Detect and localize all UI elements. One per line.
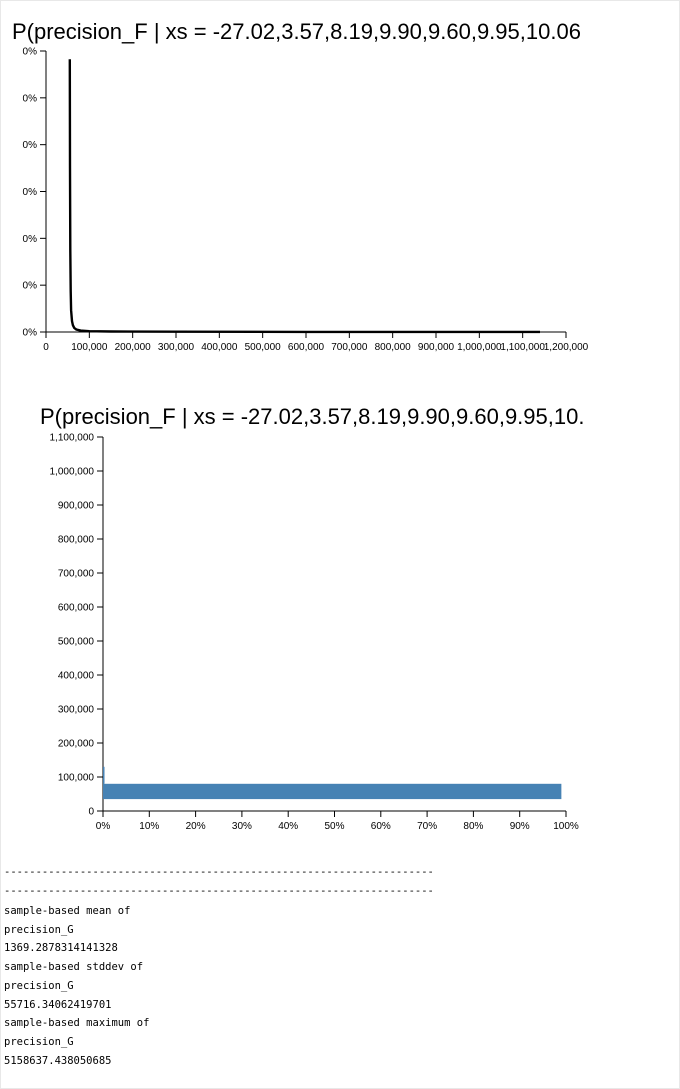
output-line: 55716.34062419701 <box>4 998 112 1011</box>
separator-line-1: -------------------------------------------------------------------- <box>4 866 434 878</box>
output-line: sample-based maximum of <box>4 1017 150 1030</box>
chart2-x-tick-label: 80% <box>463 821 484 832</box>
chart2-y-tick-label: 1,100,000 <box>49 432 94 444</box>
chart2-y-tick-label: 800,000 <box>57 534 94 546</box>
output-line: sample-based mean of <box>4 905 131 917</box>
chart1-x-tick-label: 900,000 <box>417 342 455 353</box>
chart1-y-tick-label: 0% <box>22 327 37 339</box>
chart2-y-tick-label: 400,000 <box>57 670 94 682</box>
chart2-x-tick-label: 30% <box>231 821 252 832</box>
output-line: precision_G <box>4 979 74 992</box>
chart2-y-tick-label: 100,000 <box>57 772 94 784</box>
chart2-bars <box>103 767 561 799</box>
chart1-y-tick-label: 0% <box>22 187 37 198</box>
chart2-x-tick-label: 20% <box>185 821 206 832</box>
chart2-x-tick-label: 40% <box>278 821 299 832</box>
output-line: precision_G <box>4 923 74 936</box>
chart2-y-tick-label: 700,000 <box>57 568 94 580</box>
chart2-x-tick-label: 50% <box>324 821 345 832</box>
chart1-x-tick-label: 1,200,000 <box>543 342 589 353</box>
chart2-y-tick-label: 1,000,000 <box>49 466 94 478</box>
separator-line-2: -------------------------------------------------------------------- <box>4 885 434 897</box>
chart2-y-tick-label: 200,000 <box>57 738 94 750</box>
chart1-x-tick-label: 0 <box>43 342 49 353</box>
chart1-x-tick-label: 100,000 <box>71 342 108 353</box>
histogram-bar <box>103 784 561 799</box>
chart2-x-axis <box>96 811 579 832</box>
chart1-x-axis <box>43 332 588 353</box>
chart1-y-axis <box>23 47 46 339</box>
chart1-title: P(precision_F | xs = -27.02,3.57,8.19,9.90,9.60,9.95,10.06 <box>12 19 581 44</box>
chart1-y-tick-label: 0% <box>22 93 37 105</box>
chart2-x-tick-label: 0% <box>95 821 111 832</box>
chart2-y-tick-label: 0 <box>88 806 94 818</box>
chart2-x-tick-label: 90% <box>509 821 530 832</box>
output-line: precision_G <box>4 1035 74 1048</box>
chart1-x-tick-label: 1,100,000 <box>500 342 545 353</box>
chart1-x-tick-label: 500,000 <box>244 342 281 353</box>
chart1-x-tick-label: 400,000 <box>201 342 238 353</box>
console-output <box>4 902 149 1070</box>
chart1-y-tick-label: 0% <box>22 280 37 292</box>
chart1-x-tick-label: 200,000 <box>114 342 151 353</box>
chart2-y-axis <box>50 433 104 818</box>
chart2-x-tick-label: 10% <box>139 821 160 832</box>
chart2-y-tick-label: 600,000 <box>57 602 94 614</box>
chart2-x-tick-label: 70% <box>417 821 438 832</box>
chart2-x-tick-label: 60% <box>370 821 391 832</box>
chart1-y-tick-label: 0% <box>22 46 37 58</box>
chart1-x-tick-label: 300,000 <box>157 342 195 353</box>
density-line-chart <box>0 0 680 370</box>
chart1-x-tick-label: 1,000,000 <box>457 342 502 353</box>
histogram-chart <box>0 390 680 850</box>
chart1-y-tick-label: 0% <box>22 233 37 245</box>
chart1-x-tick-label: 700,000 <box>331 342 368 353</box>
chart2-y-tick-label: 900,000 <box>57 500 94 512</box>
histogram-bar <box>103 767 105 784</box>
chart1-density-line <box>70 59 540 332</box>
chart1-x-tick-label: 600,000 <box>287 342 325 353</box>
output-line: 5158637.438050685 <box>4 1054 112 1067</box>
output-line: 1369.2878314141328 <box>4 942 118 955</box>
chart2-y-tick-label: 500,000 <box>57 636 94 648</box>
chart2-y-tick-label: 300,000 <box>57 704 94 716</box>
output-line: sample-based stddev of <box>4 961 144 974</box>
chart1-y-tick-label: 0% <box>22 140 37 152</box>
chart2-x-tick-label: 100% <box>553 821 579 832</box>
chart2-title: P(precision_F | xs = -27.02,3.57,8.19,9.90,9.60,9.95,10. <box>40 404 585 429</box>
chart1-x-tick-label: 800,000 <box>374 342 411 353</box>
